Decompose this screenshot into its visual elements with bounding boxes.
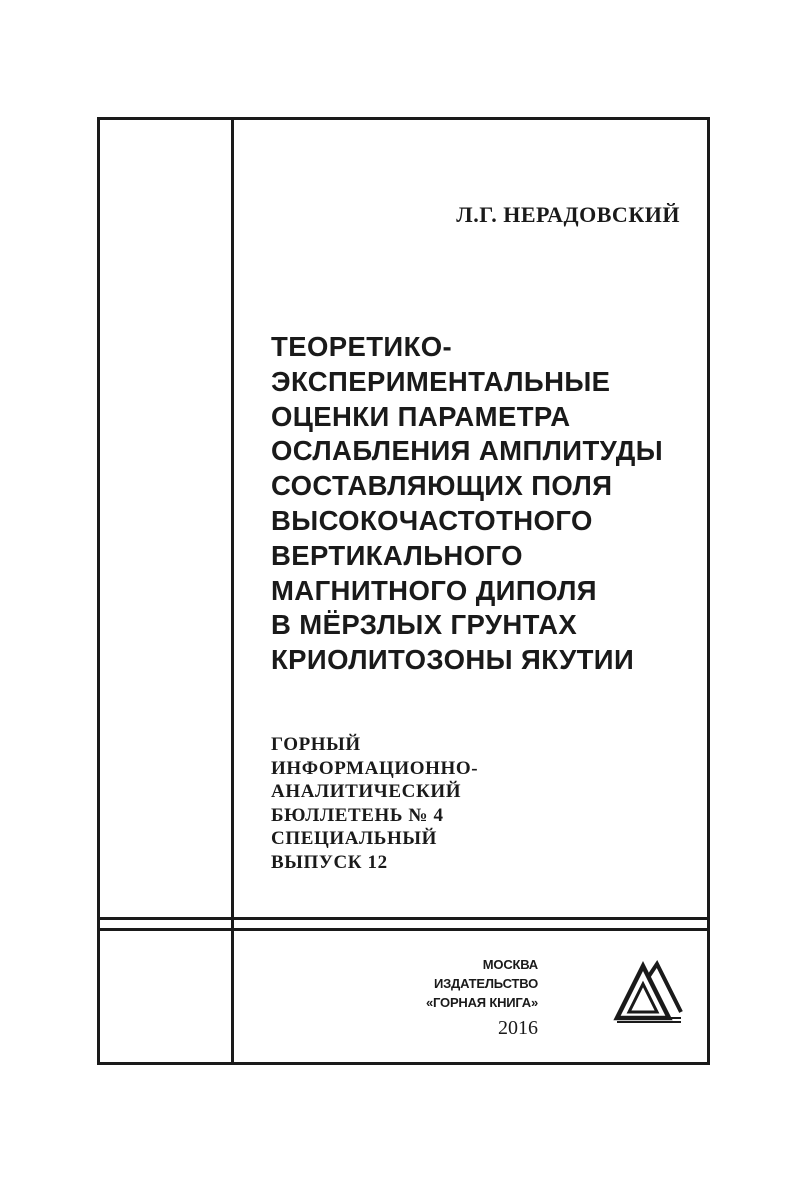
title-line: ВЫСОКОЧАСТОТНОГО xyxy=(271,504,593,536)
title-line: ОЦЕНКИ ПАРАМЕТРА xyxy=(271,400,571,432)
series-info xyxy=(271,733,478,874)
title-line: ЭКСПЕРИМЕНТАЛЬНЫЕ xyxy=(271,365,611,397)
series-line: СПЕЦИАЛЬНЫЙ xyxy=(271,828,437,849)
title-line: МАГНИТНОГО ДИПОЛЯ xyxy=(271,574,597,606)
title-line: ОСЛАБЛЕНИЯ АМПЛИТУДЫ xyxy=(271,435,664,467)
author-name: Л.Г. НЕРАДОВСКИЙ xyxy=(456,202,680,227)
title-line: КРИОЛИТОЗОНЫ ЯКУТИИ xyxy=(271,644,635,676)
title-line: ТЕОРЕТИКО- xyxy=(271,331,453,362)
series-line: ИНФОРМАЦИОННО- xyxy=(271,757,479,779)
title-line: СОСТАВЛЯЮЩИХ ПОЛЯ xyxy=(271,470,613,502)
horizontal-rule-lower xyxy=(100,928,707,931)
horizontal-rule-upper xyxy=(100,917,707,920)
gornaya-kniga-triangle-logo-icon xyxy=(613,958,683,1026)
publisher-name: «ГОРНАЯ КНИГА» xyxy=(426,995,538,1010)
series-line: ВЫПУСК 12 xyxy=(271,851,388,873)
publication-year: 2016 xyxy=(498,1017,538,1039)
publisher-block xyxy=(426,955,538,1012)
title-line: ВЕРТИКАЛЬНОГО xyxy=(271,539,523,571)
series-line: ГОРНЫЙ xyxy=(271,734,361,755)
book-title xyxy=(271,330,701,678)
title-line: В МЁРЗЛЫХ ГРУНТАХ xyxy=(271,609,578,641)
series-line: БЮЛЛЕТЕНЬ № 4 xyxy=(271,804,444,826)
publisher-city: МОСКВА xyxy=(482,957,538,972)
publisher-label: ИЗДАТЕЛЬСТВО xyxy=(433,976,538,991)
vertical-rule xyxy=(231,120,234,1062)
series-line: АНАЛИТИЧЕСКИЙ xyxy=(271,781,462,802)
